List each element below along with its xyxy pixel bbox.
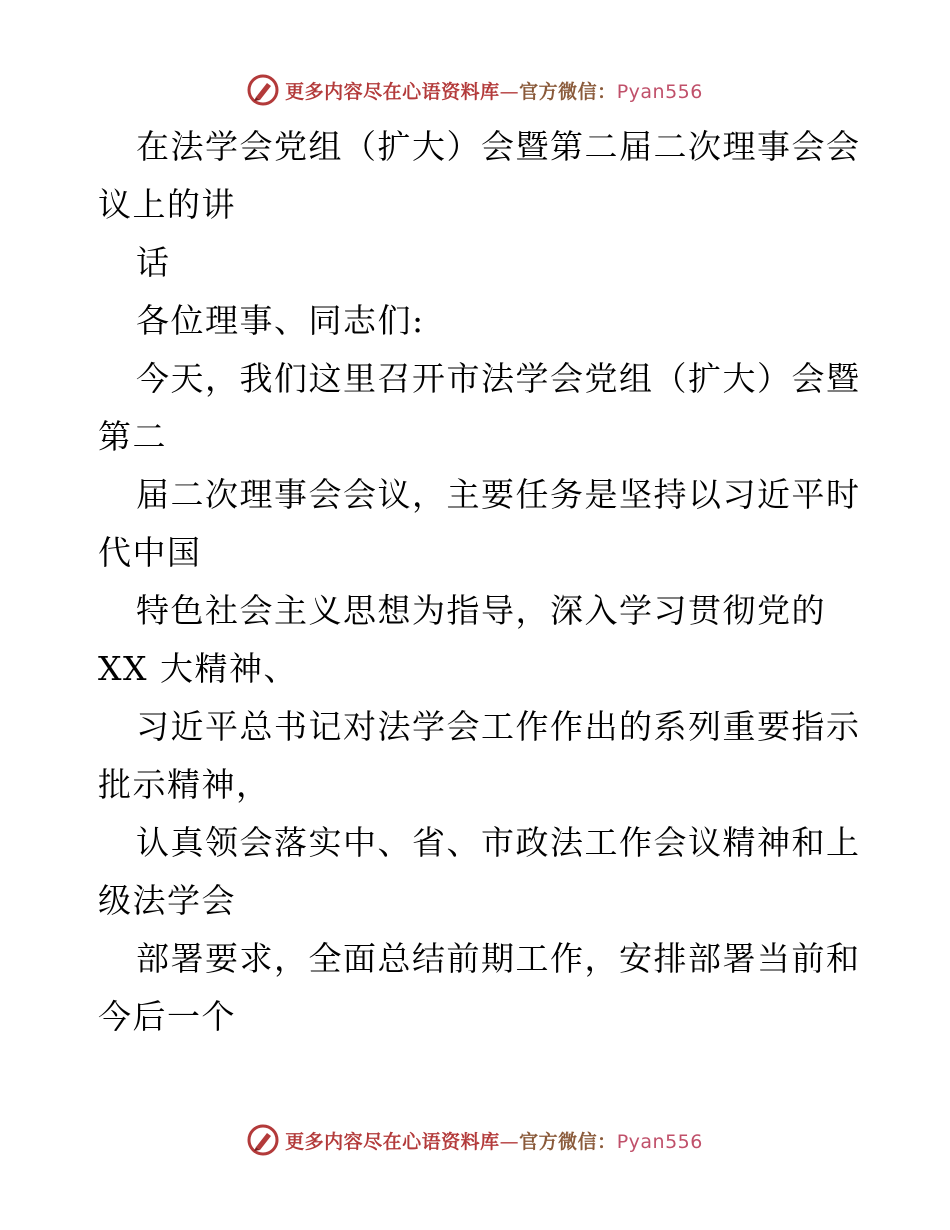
document-line: XX 大精神、 (98, 649, 298, 688)
document-line: 部署要求，全面总结前期工作，安排部署当前和 (136, 939, 861, 978)
document-line: 认真领会落实中、省、市政法工作会议精神和上 (136, 823, 861, 862)
pen-logo-icon (247, 1124, 279, 1156)
document-line: 届二次理事会会议，主要任务是坚持以习近平时 (136, 475, 861, 514)
document-line: 级法学会 (98, 881, 236, 920)
footer-watermark (0, 1120, 950, 1160)
document-line: 今后一个 (98, 997, 236, 1036)
pen-logo-icon (247, 74, 279, 106)
document-line: 特色社会主义思想为指导，深入学习贯彻党的 (136, 591, 826, 630)
document-line: 各位理事、同志们: (136, 301, 425, 340)
document-line: 今天，我们这里召开市法学会党组（扩大）会暨 (136, 359, 861, 398)
document-line: 在法学会党组（扩大）会暨第二届二次理事会会 (136, 127, 861, 166)
document-line: 代中国 (98, 533, 202, 572)
document-line: 习近平总书记对法学会工作作出的系列重要指示 (136, 707, 861, 746)
watermark-text: 更多内容尽在心语资料库—官方微信：Pyan556 (285, 80, 703, 103)
watermark-text: 更多内容尽在心语资料库—官方微信：Pyan556 (285, 1130, 703, 1153)
document-line: 第二 (98, 417, 167, 456)
document-line: 话 (136, 243, 171, 282)
header-watermark (0, 70, 950, 110)
document-line: 批示精神， (98, 765, 271, 804)
document-line: 议上的讲 (98, 185, 236, 224)
